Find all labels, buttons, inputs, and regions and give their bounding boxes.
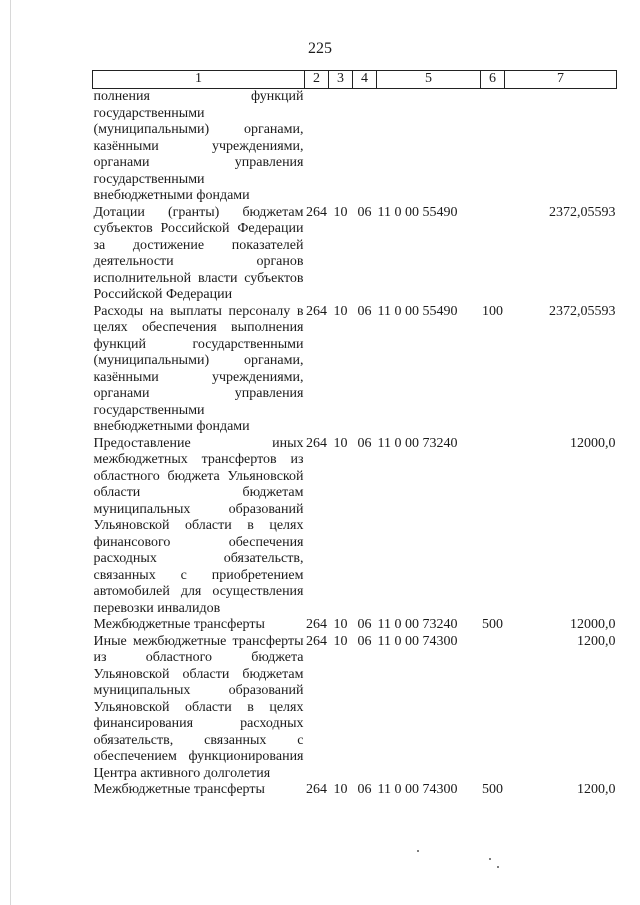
row-ministry-code: 264 [306,303,327,319]
row-section-code: 10 [333,633,348,649]
scan-speck [489,858,491,860]
row-subsection-code: 06 [357,633,372,649]
column-header: 5 [377,71,481,89]
table-row [93,436,617,618]
row-subsection-code: 06 [357,782,372,797]
page-number: 225 [308,40,332,57]
column-header: 2 [305,71,329,89]
row-target-item-code: 11 0 00 55490 [377,204,458,220]
row-section-code: 10 [333,435,348,451]
row-target-item-code: 11 0 00 74300 [377,633,458,649]
row-section-code [329,89,353,205]
row-section-code: 10 [333,617,348,632]
row-ministry-code: 264 [306,633,327,649]
table-row [93,89,617,205]
row-subsection-code: 06 [357,204,372,220]
row-ministry-code: 264 [306,435,327,451]
row-expense-type-code [481,634,505,783]
row-expense-type-code [481,205,505,304]
row-expense-type-code: 100 [482,303,503,319]
row-target-item-code: 11 0 00 73240 [377,435,458,451]
row-subsection-code: 06 [357,435,372,451]
row-amount: 1200,0 [577,633,616,649]
row-section-code: 10 [333,204,348,220]
row-subsection-code: 06 [357,617,372,632]
scan-speck [417,850,419,852]
row-description: Иные межбюджетные трансферты из областного бюджета Ульяновской области бюджетам муниципальных образований Ульяновской области в целях финансирования расходных обязательств, связанных с обеспечением функционирования Центра активного долголетия [93,633,304,781]
column-header: 4 [353,71,377,89]
row-description: Предоставление иных межбюджетных трансфертов из областного бюджета Ульяновской области бюджетам муниципальных образований Ульяновской области в целях финансового обеспечения расходных обязательств, связанных с приобретением автомобилей для осуществления перевозки инвалидов [93,435,304,616]
row-expense-type-code: 500 [482,782,503,797]
budget-table [92,70,617,801]
table-row [93,617,617,634]
row-target-item-code: 11 0 00 74300 [377,782,458,797]
row-ministry-code: 264 [306,782,327,797]
row-amount: 2372,05593 [549,303,616,319]
row-ministry-code: 264 [306,204,327,220]
column-header: 7 [505,71,617,89]
row-amount: 12000,0 [570,435,616,451]
table-row [93,304,617,436]
row-target-item-code [377,89,481,205]
row-amount: 2372,05593 [549,204,616,220]
row-subsection-code: 06 [357,303,372,319]
row-amount: 1200,0 [577,782,616,797]
row-ministry-code: 264 [306,617,327,632]
row-subsection-code [353,89,377,205]
row-amount [505,89,617,205]
row-expense-type-code [481,89,505,205]
row-target-item-code: 11 0 00 55490 [377,303,458,319]
row-description: Расходы на выплаты персоналу в целях обеспечения выполнения функций государственными (муниципальными) органами, казёнными учреждениями, органами управления государственными внебюджетными фондами [93,303,304,434]
row-section-code: 10 [333,782,348,797]
row-description: полнения функций государственными (муниципальными) органами, казёнными учреждениями, органами управления государственными внебюджетными фондами [93,89,304,203]
row-amount: 12000,0 [570,617,616,632]
row-ministry-code [305,89,329,205]
table-header-row [93,71,617,89]
scan-speck [497,866,499,868]
table-row [93,782,617,801]
table-row [93,205,617,304]
row-description: Межбюджетные трансферты [93,617,265,632]
row-description: Дотации (гранты) бюджетам субъектов Российской Федерации за достижение показателей деятельности органов исполнительной власти субъектов Российской Федерации [93,204,304,302]
column-header: 3 [329,71,353,89]
column-header: 1 [93,71,305,89]
scan-page-edge [10,0,11,905]
table-row [93,634,617,783]
row-expense-type-code: 500 [482,617,503,632]
column-header: 6 [481,71,505,89]
row-target-item-code: 11 0 00 73240 [377,617,458,632]
row-section-code: 10 [333,303,348,319]
row-description: Межбюджетные трансферты [93,782,265,797]
row-expense-type-code [481,436,505,618]
